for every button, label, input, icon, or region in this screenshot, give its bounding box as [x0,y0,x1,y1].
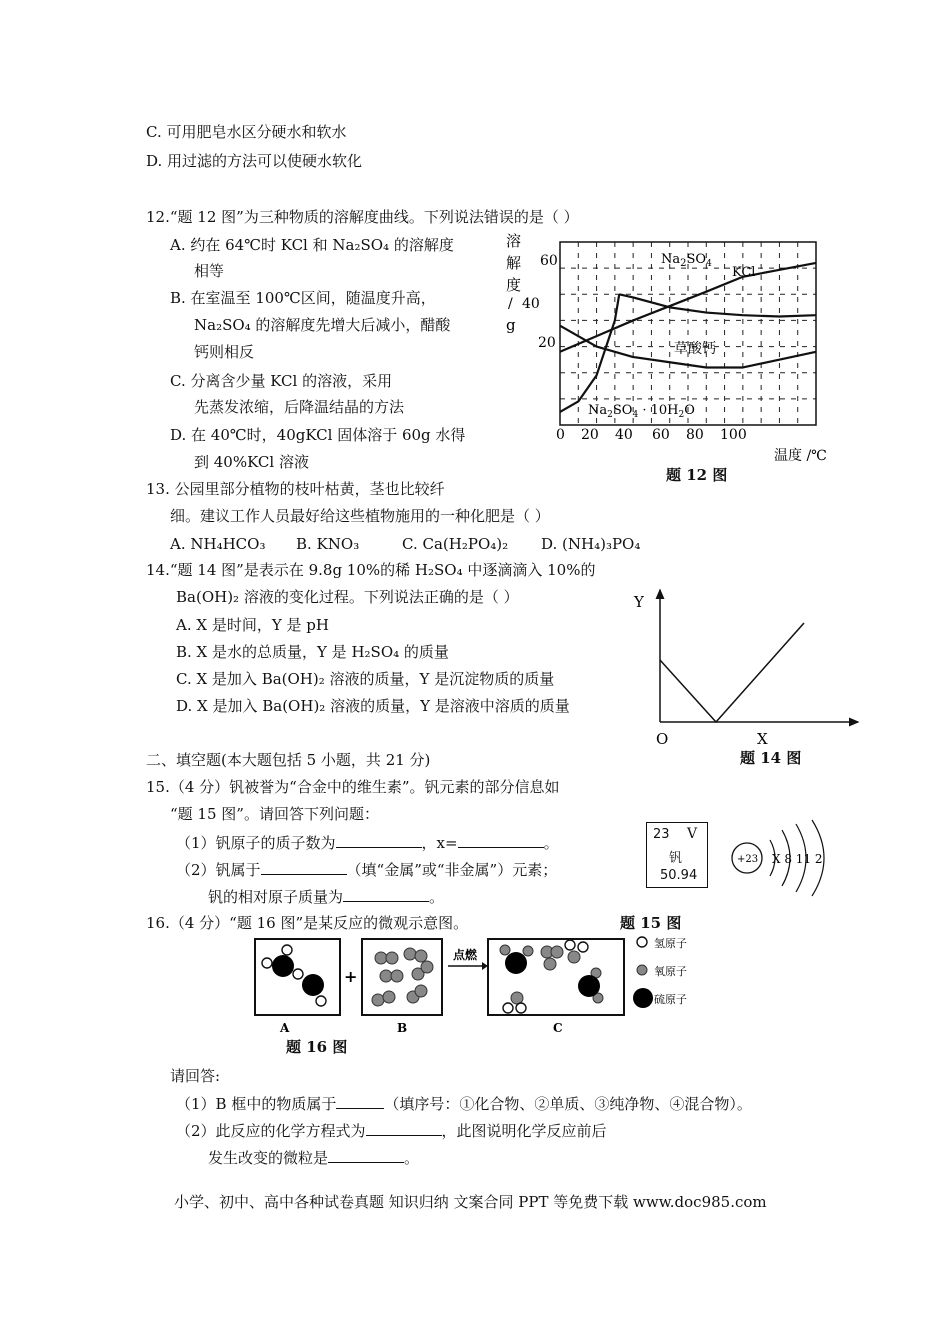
q15-figure-caption: 题 15 图 [620,914,682,932]
plus-sign: + [344,967,358,986]
q16-blank-equation[interactable] [366,1120,442,1136]
q13-option-d: D. (NH₄)₃PO₄ [541,535,641,553]
x-tick-80: 80 [686,427,704,443]
legend-sulfur: 硫原子 [654,993,687,1006]
q15-blank-proton[interactable] [336,832,422,848]
nuclear-charge: +23 [737,854,759,865]
q15-part-3-end: 。 [429,888,445,906]
q15-part-3 [208,886,444,907]
q16-part-1-text: （1）B 框中的物质属于 [176,1095,337,1113]
label-kcl: KCl [732,265,756,280]
axis-x-label: X [757,730,768,748]
q12-figure-caption: 题 12 图 [666,466,728,484]
element-name: 钒 [669,851,683,866]
q12-option-a-cont: 相等 [194,262,225,280]
q14-figure-caption: 题 14 图 [740,749,802,767]
origin-label: O [656,730,669,748]
q12-option-b: B. 在室温至 100℃区间，随温度升高， [170,289,436,307]
q14-stem-cont: Ba(OH)₂ 溶液的变化过程。下列说法正确的是（ ） [176,588,519,606]
shell-electrons: X 8 11 2 [772,852,823,866]
q16-part-2 [176,1120,607,1141]
q15-stem-cont: “题 15 图”。请回答下列问题： [170,805,379,823]
q13-option-c: C. Ca(H₂PO₄)₂ [402,535,509,553]
y-tick-40: 40 [522,296,540,312]
vanadium-element-card [646,822,708,888]
q13-stem: 13. 公园里部分植物的枝叶枯黄，茎也比较纤 [146,480,445,498]
q15-part-2 [176,859,557,880]
q13-option-b: B. KNO₃ [296,535,360,553]
q16-answer-prompt: 请回答: [170,1067,221,1085]
q14-curve [660,623,804,722]
q16-part-3-text: 发生改变的微粒是 [208,1149,329,1167]
atomic-number: 23 [653,827,670,842]
x-axis-label: 温度 /℃ [774,448,827,464]
box-label-a: A [280,1021,290,1035]
element-symbol: V [687,826,698,842]
label-na2so4-hydrate: $Na_2SO_4 \cdot 10H_2O$ [588,403,695,420]
q12-option-a: A. 约在 64℃时 KCl 和 Na₂SO₄ 的溶解度 [170,236,454,254]
section-2-title: 二、填空题(本大题包括 5 小题，共 21 分) [146,751,431,769]
q14-option-a: A. X 是时间，Y 是 pH [176,616,329,634]
q14-option-b: B. X 是水的总质量，Y 是 H₂SO₄ 的质量 [176,643,449,661]
q16-part-2-end: ，此图说明化学反应前后 [441,1122,607,1140]
q15-part-3-text: 钒的相对原子质量为 [208,888,344,906]
q13-option-a: A. NH₄HCO₃ [170,535,266,553]
q12-stem: 12.“题 12 图”为三种物质的溶解度曲线。下列说法错误的是（ ） [146,208,579,226]
label-calcium-oxalate: 草酸钙 [674,341,716,357]
q15-blank-type[interactable] [261,859,347,875]
q15-part-2-text: （2）钒属于 [176,861,261,879]
q15-part-2-end: （填“金属”或“非金属”）元素； [346,861,558,879]
q16-part-3 [208,1147,419,1168]
q14-stem: 14.“题 14 图”是表示在 9.8g 10%的稀 H₂SO₄ 中逐滴滴入 10%的 [146,561,596,579]
q14-option-d: D. X 是加入 Ba(OH)₂ 溶液的质量，Y 是溶液中溶质的质量 [176,697,570,715]
x-tick-100: 100 [720,427,747,443]
curve-na2so4-hydrate [560,294,619,412]
q14-graph [620,580,870,750]
legend-oxygen-icon [637,965,647,975]
q11-option-d: D. 用过滤的方法可以使硬水软化 [146,152,363,170]
legend-oxygen: 氧原子 [654,965,687,978]
x-tick-20: 20 [581,427,599,443]
q15-part-1 [176,832,559,853]
legend-sulfur-icon [633,988,653,1008]
y-axis-label-2: 解 [506,254,522,272]
q15-part-1-end: 。 [543,834,559,852]
q14-option-c: C. X 是加入 Ba(OH)₂ 溶液的质量，Y 是沉淀物质的质量 [176,670,555,688]
y-axis-label-1: 溶 [506,232,522,250]
reaction-condition: 点燃 [453,948,478,962]
q15-blank-mass[interactable] [343,886,429,902]
q15-stem: 15.（4 分）钒被誉为“合金中的维生素”。钒元素的部分信息如 [146,778,560,796]
q12-option-b-cont2: 钙则相反 [194,343,255,361]
q12-option-b-cont: Na₂SO₄ 的溶解度先增大后减小，醋酸 [194,316,451,334]
y-axis-label-4: / [508,296,513,312]
legend-hydrogen-icon [637,937,647,947]
q13-stem-cont: 细。建议工作人员最好给这些植物施用的一种化肥是（ ） [170,507,550,525]
y-axis-label-5: g [506,316,516,334]
q16-blank-classification[interactable] [336,1093,384,1109]
q12-option-c: C. 分离含少量 KCl 的溶液，采用 [170,372,393,390]
x-tick-60: 60 [652,427,670,443]
y-axis-label-3: 度 [506,276,522,294]
q15-part-1-text: （1）钒原子的质子数为 [176,834,336,852]
x-tick-0: 0 [556,427,565,443]
q12-option-c-cont: 先蒸发浓缩，后降温结晶的方法 [194,398,405,416]
q16-part-1 [176,1093,752,1114]
vanadium-atom-diagram [726,818,846,898]
q15-part-1-mid: ，x= [421,834,458,852]
q11-option-c: C. 可用肥皂水区分硬水和软水 [146,123,347,141]
label-na2so4: $Na_2SO_4$ [661,252,712,269]
solubility-chart [498,226,843,471]
q12-option-d-cont: 到 40%KCl 溶液 [194,453,309,471]
legend-hydrogen: 氢原子 [654,937,687,950]
x-tick-40: 40 [615,427,633,443]
axis-y-label: Y [634,593,644,611]
q16-stem: 16.（4 分）“题 16 图”是某反应的微观示意图。 [146,914,469,932]
atomic-mass: 50.94 [660,868,698,883]
q16-blank-particle[interactable] [328,1147,404,1163]
q16-figure-caption: 题 16 图 [286,1038,348,1056]
q16-part-2-text: （2）此反应的化学方程式为 [176,1122,366,1140]
y-tick-60: 60 [540,253,558,269]
q12-option-d: D. 在 40℃时，40gKCl 固体溶于 60g 水得 [170,426,466,444]
reaction-diagram [250,934,710,1044]
box-label-b: B [397,1021,408,1035]
q15-blank-x[interactable] [458,832,544,848]
y-tick-20: 20 [538,335,556,351]
page-footer: 小学、初中、高中各种试卷真题 知识归纳 文案合同 PPT 等免费下载 www.doc985.com [174,1193,767,1211]
q16-part-3-end: 。 [404,1149,420,1167]
box-label-c: C [553,1021,563,1035]
q16-part-1-end: （填序号：①化合物、②单质、③纯净物、④混合物）。 [384,1095,752,1113]
